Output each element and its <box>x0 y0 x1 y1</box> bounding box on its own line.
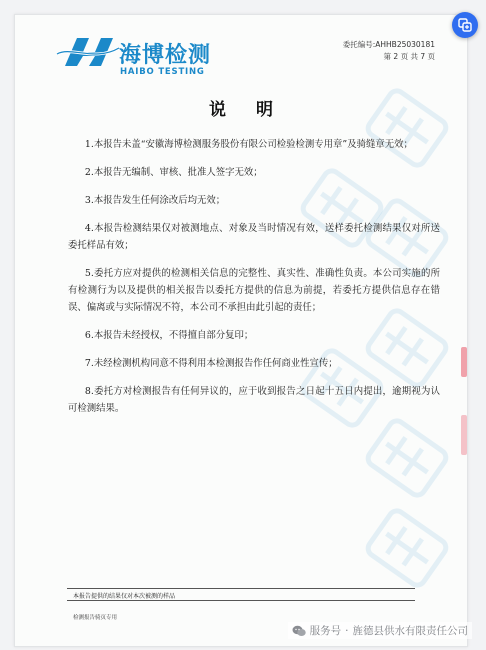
note-item: 1.本报告未盖“安徽海博检测服务股份有限公司检验检测专用章”及骑缝章无效； <box>84 139 413 150</box>
footer-divider <box>67 600 415 601</box>
notes-list <box>68 136 440 428</box>
logo-chinese-name: 海博检测 <box>119 43 212 68</box>
logo-english-name: HAIBO TESTING <box>120 67 205 77</box>
note-item: 4.本报告检测结果仅对被测地点、对象及当时情况有效，送样委托检测结果仅对所送委托样品有效； <box>68 223 440 251</box>
wechat-icon <box>292 625 306 637</box>
footer-seam-note: 检测报告骑页专用 <box>73 615 118 621</box>
report-page <box>14 14 468 647</box>
note-item: 5.委托方应对提供的检测相关信息的完整性、真实性、准确性负责。本公司实施的所有检测行为以及提供的相关报告以委托方提供的信息为前提，若委托方提供信息存在错误、偏离或与实际情况不符，本公司不承担由此引起的责任； <box>68 268 440 313</box>
wechat-prefix: 服务号 <box>309 625 342 637</box>
footer-note: 本报告提供的结果仅对本次被测的样品 <box>73 593 176 600</box>
seam-seal-mark <box>461 415 467 455</box>
entrust-number: AHHB25030181 <box>375 40 435 49</box>
page-indicator: 第 2 页 共 7 页 <box>383 52 435 61</box>
watermark-logo <box>355 499 460 597</box>
translate-icon <box>458 18 472 32</box>
translate-button[interactable] <box>452 12 478 38</box>
wechat-account-watermark: 服务号 · 旌德县供水有限责任公司 <box>288 622 472 639</box>
report-header-info <box>275 39 435 63</box>
company-logo <box>55 32 215 82</box>
note-item: 7.未经检测机构同意不得利用本检测报告作任何商业性宣传； <box>84 358 338 369</box>
haibo-logo-icon <box>55 32 121 72</box>
seam-seal-mark <box>461 347 467 377</box>
page-title: 说明 <box>209 100 303 120</box>
entrust-label: 委托编号: <box>342 40 376 49</box>
footer-divider <box>67 588 415 589</box>
note-item: 3.本报告发生任何涂改后均无效； <box>84 195 226 206</box>
wechat-account-name: 旌德县供水有限责任公司 <box>352 625 468 637</box>
note-item: 6.本报告未经授权，不得擅自部分复印； <box>84 330 254 341</box>
entrust-number-line <box>275 39 435 51</box>
note-item: 2.本报告无编制、审核、批准人签字无效； <box>84 167 263 178</box>
note-item: 8.委托方对检测报告有任何异议的，应于收到报告之日起十五日内提出，逾期视为认可检测结果。 <box>68 386 440 414</box>
